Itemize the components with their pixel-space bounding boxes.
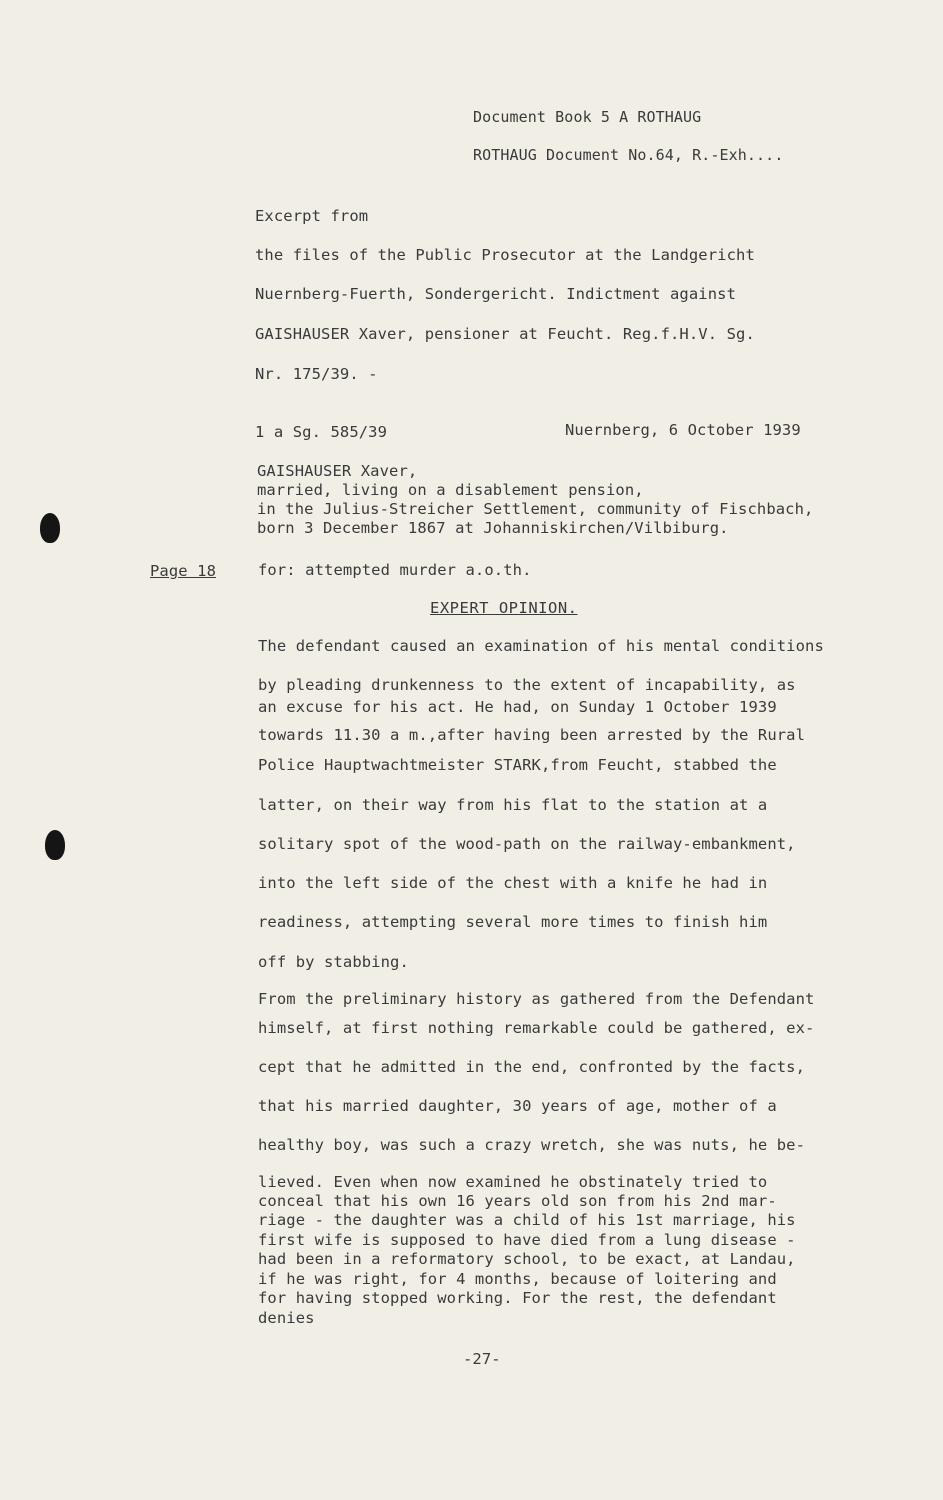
- intro-line: Nr. 175/39. -: [255, 365, 378, 383]
- defendant-line: in the Julius-Streicher Settlement, community of Fischbach,: [257, 500, 814, 518]
- paragraph-line: lieved. Even when now examined he obstinately tried to: [258, 1173, 768, 1191]
- paragraph-line: readiness, attempting several more times to finish him: [258, 913, 768, 931]
- paragraph-line: denies: [258, 1309, 315, 1327]
- punch-hole-bottom: [45, 830, 65, 860]
- paragraph-line: himself, at first nothing remarkable could be gathered, ex-: [258, 1019, 815, 1037]
- paragraph-line: healthy boy, was such a crazy wretch, she was nuts, he be-: [258, 1136, 806, 1154]
- defendant-line: married, living on a disablement pension,: [257, 481, 644, 499]
- paragraph-line: solitary spot of the wood-path on the railway-embankment,: [258, 835, 796, 853]
- paragraph-line: cept that he admitted in the end, confronted by the facts,: [258, 1058, 806, 1076]
- paragraph-line: From the preliminary history as gathered from the Defendant: [258, 990, 815, 1008]
- margin-page-note: Page 18: [150, 562, 217, 580]
- intro-line: Excerpt from: [255, 207, 369, 225]
- paragraph-line: an excuse for his act. He had, on Sunday 1 October 1939: [258, 698, 777, 716]
- paragraph-line: conceal that his own 16 years old son from his 2nd mar-: [258, 1192, 777, 1210]
- paragraph-line: riage - the daughter was a child of his 1st marriage, his: [258, 1211, 796, 1229]
- paragraph-line: Police Hauptwachtmeister STARK,from Feucht, stabbed the: [258, 756, 777, 774]
- paragraph-line: that his married daughter, 30 years of age, mother of a: [258, 1097, 777, 1115]
- defendant-line: GAISHAUSER Xaver,: [257, 462, 418, 480]
- intro-line: GAISHAUSER Xaver, pensioner at Feucht. Reg.f.H.V. Sg.: [255, 325, 755, 343]
- intro-line: Nuernberg-Fuerth, Sondergericht. Indictment against: [255, 285, 737, 303]
- paragraph-line: if he was right, for 4 months, because of loitering and: [258, 1270, 777, 1288]
- paragraph-line: The defendant caused an examination of his mental conditions: [258, 637, 824, 655]
- charge-line: for: attempted murder a.o.th.: [258, 561, 532, 579]
- document-book-line: Document Book 5 A ROTHAUG: [473, 108, 702, 126]
- paragraph-line: first wife is supposed to have died from a lung disease -: [258, 1231, 796, 1249]
- document-number-line: ROTHAUG Document No.64, R.-Exh....: [473, 146, 784, 164]
- section-title: EXPERT OPINION.: [430, 599, 578, 617]
- paragraph-line: had been in a reformatory school, to be exact, at Landau,: [258, 1250, 796, 1268]
- paragraph-line: towards 11.30 a m.,after having been arrested by the Rural: [258, 726, 806, 744]
- intro-line: the files of the Public Prosecutor at the Landgericht: [255, 246, 755, 264]
- paragraph-line: by pleading drunkenness to the extent of incapability, as: [258, 676, 796, 694]
- file-number: 1 a Sg. 585/39: [255, 423, 388, 441]
- defendant-line: born 3 December 1867 at Johanniskirchen/Vilbiburg.: [257, 519, 729, 537]
- paragraph-line: into the left side of the chest with a knife he had in: [258, 874, 768, 892]
- paragraph-line: for having stopped working. For the rest, the defendant: [258, 1289, 777, 1307]
- place-date: Nuernberg, 6 October 1939: [565, 421, 801, 439]
- paragraph-line: latter, on their way from his flat to the station at a: [258, 796, 768, 814]
- punch-hole-top: [40, 513, 60, 543]
- paragraph-line: off by stabbing.: [258, 953, 409, 971]
- page-number: -27-: [463, 1350, 501, 1368]
